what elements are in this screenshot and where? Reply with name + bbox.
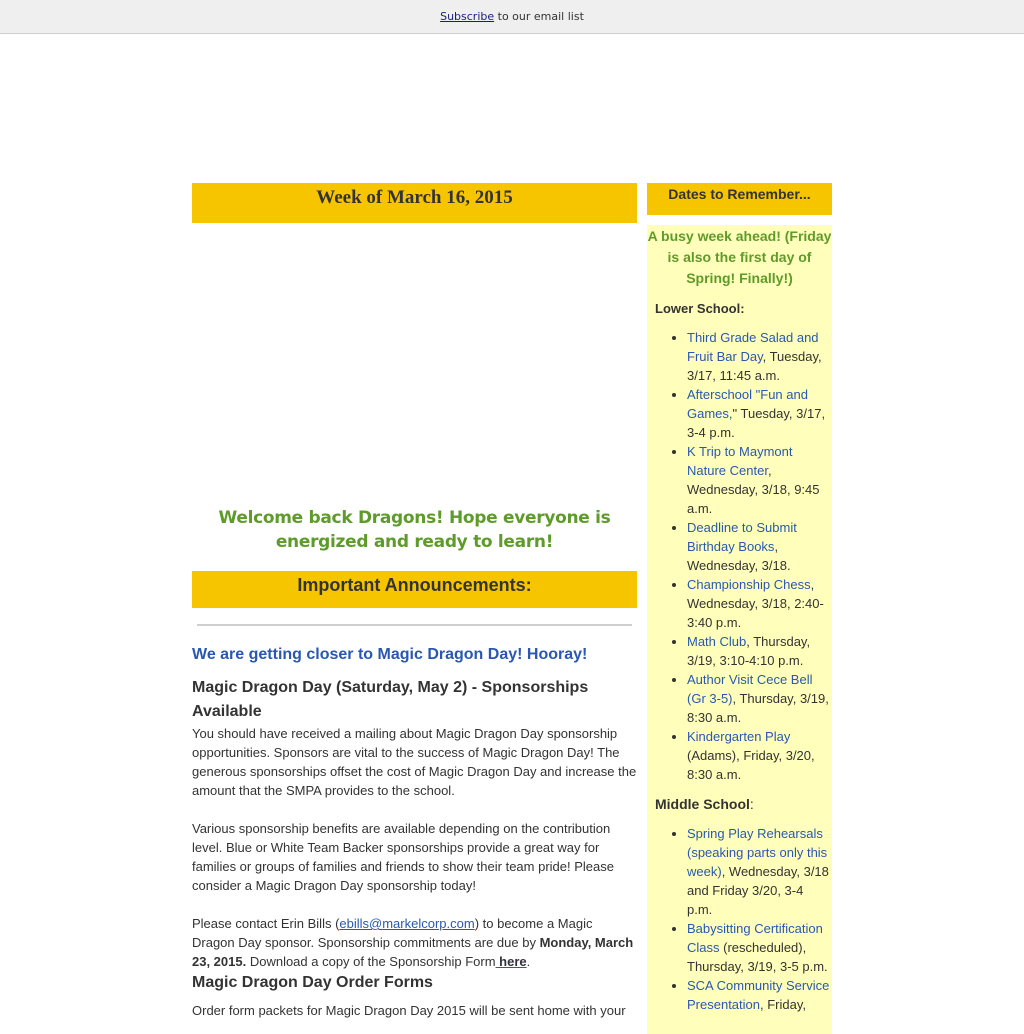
event-link[interactable]: Deadline to Submit Birthday Books [687,520,797,554]
event-link[interactable]: Math Club [687,634,747,649]
event-link[interactable]: Babysitting Certification Class [687,921,823,955]
event-link[interactable]: SCA Community Service Presentation [687,978,830,1012]
event-item [687,670,832,727]
event-details: , Wednesday, 3/18. [687,539,791,573]
event-details: , Wednesday, 3/18, 2:40-3:40 p.m. [687,577,824,630]
event-link[interactable]: Author Visit Cece Bell (Gr 3-5) [687,672,813,706]
subscribe-link[interactable]: Subscribe [440,10,495,23]
event-item [687,328,832,385]
main-column [192,183,637,1020]
event-item [687,632,832,670]
event-item [687,824,832,919]
event-item [687,919,832,976]
due-date: Monday, March 23, 2015. [192,935,634,969]
email-list-text: to our email list [494,10,584,23]
dates-box [647,225,832,1034]
divider [197,624,632,626]
event-link[interactable]: Kindergarten Play [687,729,791,744]
event-details: (rescheduled), Thursday, 3/19, 3-5 p.m. [687,940,828,974]
newsletter-body [192,34,832,1018]
welcome-message: Welcome back Dragons! Hope everyone is energized and ready to learn! [218,508,611,552]
busy-week-note: A busy week ahead! (Friday is also the first day of Spring! Finally!) [647,228,832,286]
sponsorship-paragraph-1: You should have received a mailing about Magic Dragon Day sponsorship opportunities. Sponsors are vital to the success of Magic Dragon Day! The generous sponsorships offset the cost of Magic Dragon Day and increase the amount that the SMPA provides to the school. [192,726,637,798]
event-details: , Thursday, 3/19, 8:30 a.m. [687,691,829,725]
event-link[interactable]: Spring Play Rehearsals (speaking parts only this week) [687,826,828,879]
week-title: Week of March 16, 2015 [192,183,637,223]
event-link[interactable]: K Trip to Maymont Nature Center [687,444,793,478]
event-details: , Friday, [760,997,806,1012]
sidebar [647,183,832,1034]
dates-title: Dates to Remember... [647,183,832,215]
email-list-banner [0,0,1024,34]
event-details: , Wednesday, 3/18 and Friday 3/20, 3-4 p.m. [687,864,829,917]
sponsorship-contact-paragraph: Please contact Erin Bills (ebills@markelcorp.com) to become a Magic Dragon Day sponsor. Sponsorship commitments are due by Monday, March 23, 2015. Download a copy of the Sponsorship Form here. [192,916,634,969]
hero-image-area [192,223,637,506]
lower-school-events [647,328,832,784]
event-item [687,385,832,442]
order-forms-paragraph: Order form packets for Magic Dragon Day 2015 will be sent home with your [192,1003,626,1018]
sponsorship-heading: Magic Dragon Day (Saturday, May 2) - Sponsorships Available [192,679,589,720]
event-link[interactable]: Afterschool "Fun and Games, [687,387,808,421]
event-details: , Thursday, 3/19, 3:10-4:10 p.m. [687,634,811,668]
announcements-title: Important Announcements: [192,571,637,608]
event-item [687,727,832,784]
order-forms-heading: Magic Dragon Day Order Forms [192,974,433,991]
magic-dragon-headline: We are getting closer to Magic Dragon Day! Hooray! [192,646,588,663]
event-item [687,442,832,518]
email-link[interactable]: ebills@markelcorp.com [339,916,475,931]
event-details: (Adams), Friday, 3/20, 8:30 a.m. [687,748,815,782]
event-link[interactable]: Championship Chess [687,577,811,592]
event-item [687,518,832,575]
event-details: , Tuesday, 3/17, 11:45 a.m. [687,349,822,383]
lower-school-label: Lower School: [655,301,745,316]
event-link[interactable]: Third Grade Salad and Fruit Bar Day [687,330,819,364]
middle-school-events [647,824,832,1014]
sponsorship-paragraph-2: Various sponsorship benefits are available depending on the contribution level. Blue or White Team Backer sponsorships provide a great way for families or groups of families and friends to show their team pride! Please consider a Magic Dragon Day sponsorship today! [192,821,614,893]
event-details: " Tuesday, 3/17, 3-4 p.m. [687,406,826,440]
event-details: , Wednesday, 3/18, 9:45 a.m. [687,463,820,516]
sponsorship-form-link[interactable]: here [495,954,527,969]
event-item [687,976,832,1014]
middle-school-label: Middle School: [655,796,754,812]
event-item [687,575,832,632]
